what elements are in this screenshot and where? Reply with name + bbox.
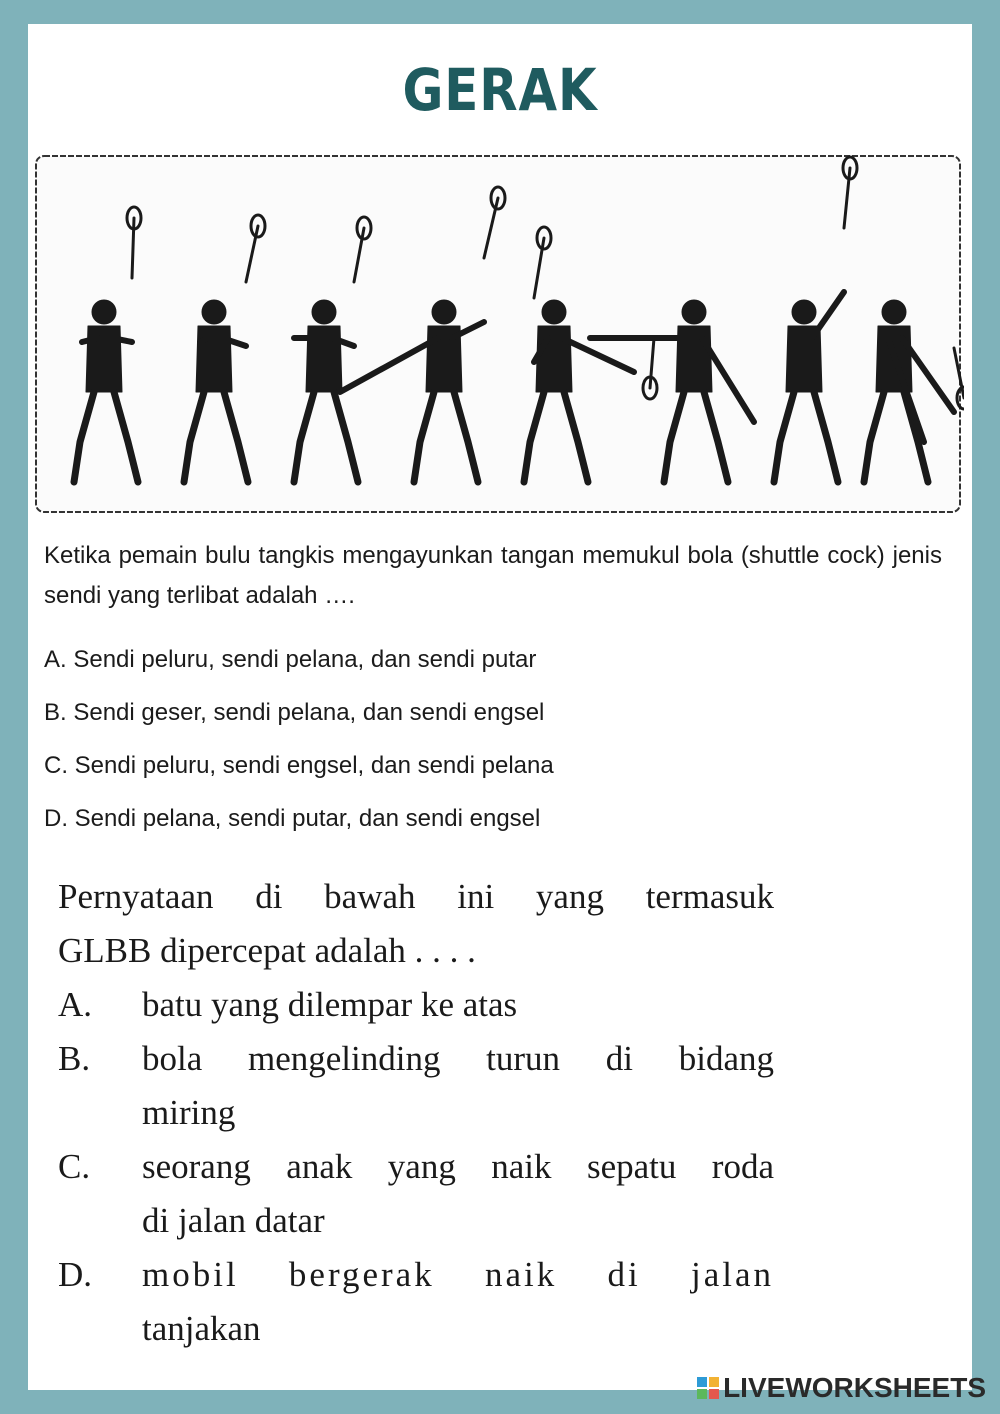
question-1-option-d[interactable]: D. Sendi pelana, sendi putar, dan sendi engsel [44, 805, 541, 832]
question-1-options [44, 642, 944, 854]
liveworksheets-logo-icon [697, 1377, 719, 1399]
option-text: bola mengelinding turun di bidang [142, 1039, 774, 1078]
option-letter: A. [58, 985, 93, 1024]
question-1-option-a[interactable]: A. Sendi peluru, sendi pelana, dan sendi putar [44, 646, 537, 673]
option-text: seorang anak yang naik sepatu roda [142, 1147, 774, 1186]
question-2-option-c[interactable] [58, 1140, 778, 1194]
option-text-continued: miring [142, 1093, 236, 1132]
question-2 [58, 870, 778, 1356]
question-2-stem-line1: Pernyataan di bawah ini yang termasuk [58, 877, 774, 916]
option-text: mobil bergerak naik di jalan [142, 1255, 774, 1294]
question-2-stem-line2: GLBB dipercepat adalah . . . . [58, 931, 476, 970]
question-2-option-d[interactable] [58, 1248, 778, 1302]
question-1-text: Ketika pemain bulu tangkis mengayunkan tangan memukul bola (shuttle cock) jenis sendi yang terlibat adalah …. [44, 542, 942, 609]
badminton-swing-illustration [34, 152, 964, 518]
page-title: GERAK [402, 56, 598, 124]
option-text-continued: di jalan datar [142, 1201, 325, 1240]
option-letter: B. [58, 1039, 91, 1078]
question-2-option-a[interactable] [58, 978, 778, 1032]
question-1-option-c[interactable]: C. Sendi peluru, sendi engsel, dan sendi pelana [44, 752, 554, 779]
question-2-option-c-continued [58, 1194, 778, 1248]
brand-name: LIVEWORKSHEETS [723, 1372, 986, 1403]
option-text: batu yang dilempar ke atas [142, 985, 518, 1024]
question-2-option-b-continued [58, 1086, 778, 1140]
option-letter: D. [58, 1255, 93, 1294]
question-2-option-b[interactable] [58, 1032, 778, 1086]
question-2-option-d-continued [58, 1302, 778, 1356]
option-text-continued: tanjakan [142, 1309, 261, 1348]
option-letter: C. [58, 1147, 91, 1186]
brand-watermark [697, 1372, 986, 1404]
question-1-option-b[interactable]: B. Sendi geser, sendi pelana, dan sendi engsel [44, 699, 545, 726]
